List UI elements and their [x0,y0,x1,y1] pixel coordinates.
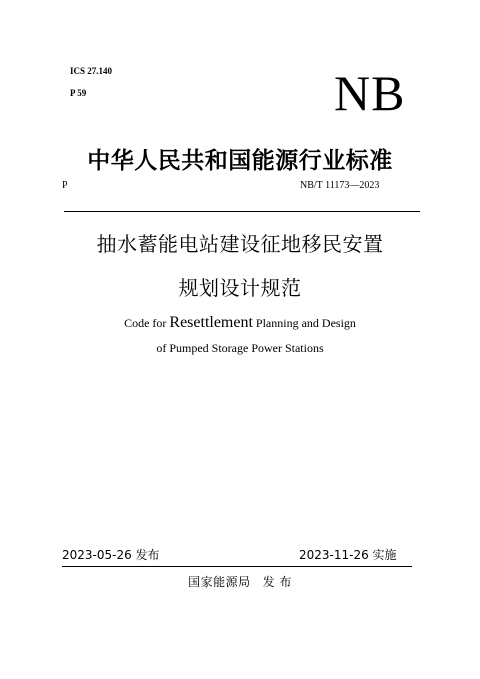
title-english-prefix: Code for [124,316,170,330]
nb-logo: NB [334,65,406,121]
title-chinese-line-2: 规划设计规范 [178,276,302,300]
issuer-line [0,573,480,590]
title-english-line-1 [0,314,480,332]
title-english-suffix: Planning and Design [252,316,356,330]
bottom-divider [62,566,412,567]
issue-action: 发 布 [262,575,292,589]
organization-title: 中华人民共和国能源行业标准 [87,148,393,174]
title-english-emphasis: Resettlement [169,314,253,331]
issuing-agency: 国家能源局 [188,575,251,589]
title-english-line-2: of Pumped Storage Power Stations [156,341,324,355]
title-chinese-line-1: 抽水蓄能电站建设征地移民安置 [96,232,384,256]
ccs-code: P 59 [70,88,87,98]
issue-date: 2023-05-26 发布 [62,548,160,562]
classification-letter: P [62,180,68,191]
standard-number: NB/T 11173—2023 [300,180,380,191]
ics-code: ICS 27.140 [70,66,113,76]
implementation-date: 2023-11-26 实施 [299,548,397,562]
top-divider [64,211,420,212]
